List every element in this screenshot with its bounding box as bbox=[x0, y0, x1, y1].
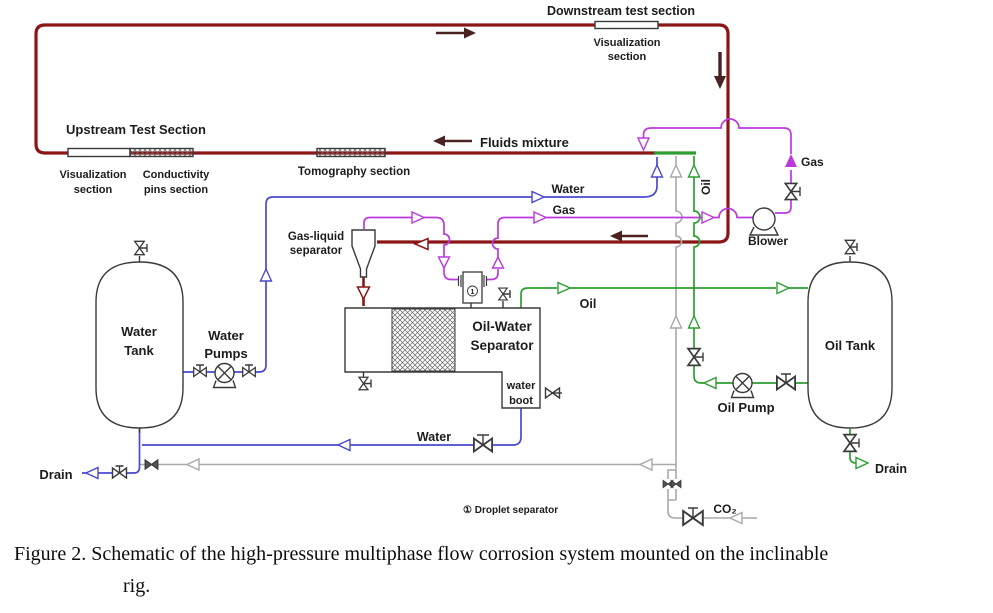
valve-water-boot bbox=[546, 388, 563, 398]
oil-return-arrow-icon bbox=[558, 283, 570, 294]
oil-water-separator-label-2: Separator bbox=[470, 338, 534, 353]
gas-down-arrow-icon bbox=[439, 257, 450, 268]
gas-right-arrow-icon bbox=[412, 212, 424, 223]
water-boot-label-1: water bbox=[506, 380, 536, 392]
valve-water-tank-top bbox=[135, 241, 147, 254]
fluids-mixture-label: Fluids mixture bbox=[480, 135, 569, 150]
co2-label: CO₂ bbox=[713, 502, 737, 516]
drain-left-label: Drain bbox=[39, 467, 73, 482]
valve-separator-vent bbox=[499, 288, 510, 300]
water-pumps-label-1: Water bbox=[208, 328, 244, 343]
water-riser-arrow-icon bbox=[261, 269, 272, 281]
gas-blower-discharge-pipe bbox=[644, 119, 792, 213]
flow-arrow-down-icon bbox=[714, 52, 726, 89]
blower-body bbox=[753, 208, 775, 230]
equipment bbox=[68, 22, 892, 526]
downstream-test-section-label: Downstream test section bbox=[547, 4, 695, 18]
valve-pump-discharge bbox=[243, 365, 256, 377]
upstream-visualization-section-box bbox=[68, 149, 130, 157]
valve-oil-suction bbox=[777, 374, 795, 390]
drain-right-label: Drain bbox=[875, 462, 907, 476]
valve-oil-tank-drain bbox=[844, 435, 859, 452]
downstream-visualization-section-box bbox=[595, 22, 658, 29]
water-right-arrow-icon bbox=[532, 192, 544, 203]
water-upper-label: Water bbox=[551, 182, 585, 196]
tomography-section-box bbox=[317, 149, 385, 157]
flow-arrow-right-icon bbox=[436, 28, 476, 39]
conductivity-pins-section-box bbox=[130, 149, 193, 157]
gas-up-filled-arrow-icon bbox=[785, 154, 797, 167]
gas-right-arrow3-icon bbox=[702, 212, 714, 223]
gas-liquid-separator-label-2: separator bbox=[289, 245, 343, 257]
water-return-pipe bbox=[142, 408, 521, 445]
water-tank-label-1: Water bbox=[121, 324, 157, 339]
co2-up-arrow2-icon bbox=[671, 316, 682, 328]
oil-riser-label: Oil bbox=[699, 178, 713, 196]
loop-flow-arrows bbox=[433, 28, 726, 242]
fluids-mixture-arrow-icon bbox=[433, 136, 472, 147]
separator-inlet-arrow-icon bbox=[415, 239, 428, 250]
gas-to-blower-pipe bbox=[487, 209, 753, 280]
water-tank-drain-pipe bbox=[82, 429, 140, 473]
valve-oil-riser bbox=[688, 349, 703, 366]
water-up-arrow-icon bbox=[652, 165, 663, 177]
valve-co2-inlet bbox=[683, 508, 703, 525]
upstream-visualization-label-1: Visualization bbox=[59, 169, 127, 181]
oil-pump-arrow-icon bbox=[704, 378, 716, 389]
gas-right-arrow2-icon bbox=[534, 212, 546, 223]
valve-water-return bbox=[474, 435, 492, 452]
conductivity-label-1: Conductivity bbox=[142, 169, 210, 181]
drain-left-arrow-icon bbox=[640, 459, 652, 470]
oil-pump-label: Oil Pump bbox=[717, 400, 775, 415]
oil-up-arrow2-icon bbox=[689, 316, 700, 328]
valve-separator-bottom bbox=[359, 377, 371, 390]
co2-riser-pipe bbox=[676, 156, 682, 465]
downstream-visualization-label-1: Visualization bbox=[593, 37, 661, 49]
co2-up-arrow-icon bbox=[671, 165, 682, 177]
separator-drop-arrow-icon bbox=[358, 287, 370, 299]
upstream-test-section-label: Upstream Test Section bbox=[66, 122, 206, 137]
flow-arrow-left-icon bbox=[610, 231, 648, 242]
valve-pump-suction bbox=[194, 365, 207, 377]
figure-caption-line1: Figure 2. Schematic of the high-pressure multiphase flow corrosion system mounted on the inclinable bbox=[14, 543, 829, 565]
figure-caption-line2: rig. bbox=[123, 575, 151, 597]
blower-label: Blower bbox=[747, 234, 789, 248]
oil-return-label: Oil bbox=[579, 297, 597, 311]
downstream-visualization-label-2: section bbox=[607, 51, 647, 63]
water-pumps-label-2: Pumps bbox=[204, 346, 248, 361]
gas-upper-label: Gas bbox=[552, 203, 576, 217]
water-return-arrow-icon bbox=[338, 440, 350, 451]
oil-tank-label: Oil Tank bbox=[824, 338, 876, 353]
gas-liquid-separator-vessel bbox=[352, 230, 375, 277]
oil-lines bbox=[521, 153, 857, 463]
gas-up-arrow-icon bbox=[493, 257, 504, 268]
water-boot-label-2: boot bbox=[509, 395, 533, 407]
tomography-section-label: Tomography section bbox=[297, 166, 411, 178]
valve-left-drain bbox=[113, 466, 127, 478]
water-tank-label-2: Tank bbox=[124, 343, 154, 358]
oil-to-tank-arrow-icon bbox=[777, 283, 789, 294]
gas-liquid-separator-label-1: Gas-liquid bbox=[287, 231, 345, 243]
water-drain-arrow-icon bbox=[86, 468, 98, 479]
valve-double-right bbox=[671, 481, 681, 488]
conductivity-label-2: pins section bbox=[143, 184, 209, 196]
droplet-separator-marker: 1 bbox=[470, 289, 475, 296]
oil-up-arrow-icon bbox=[689, 165, 700, 177]
valve-gas-to-loop bbox=[785, 183, 800, 199]
gas-right-label: Gas bbox=[801, 155, 824, 169]
oil-water-separator-label-1: Oil-Water bbox=[472, 319, 532, 334]
drain-left-arrow2-icon bbox=[187, 459, 199, 470]
oil-drain-arrow-icon bbox=[856, 458, 868, 469]
gas-inject-arrow-icon bbox=[638, 138, 649, 150]
valve-oil-tank-top bbox=[845, 240, 857, 253]
upstream-visualization-label-2: section bbox=[73, 184, 113, 196]
gas-from-cyclone-pipe bbox=[364, 218, 458, 280]
valve-gray-drain bbox=[145, 460, 158, 469]
coalescer-pack bbox=[392, 309, 455, 371]
droplet-separator-note: ① Droplet separator bbox=[463, 505, 559, 516]
water-return-label: Water bbox=[416, 430, 452, 444]
